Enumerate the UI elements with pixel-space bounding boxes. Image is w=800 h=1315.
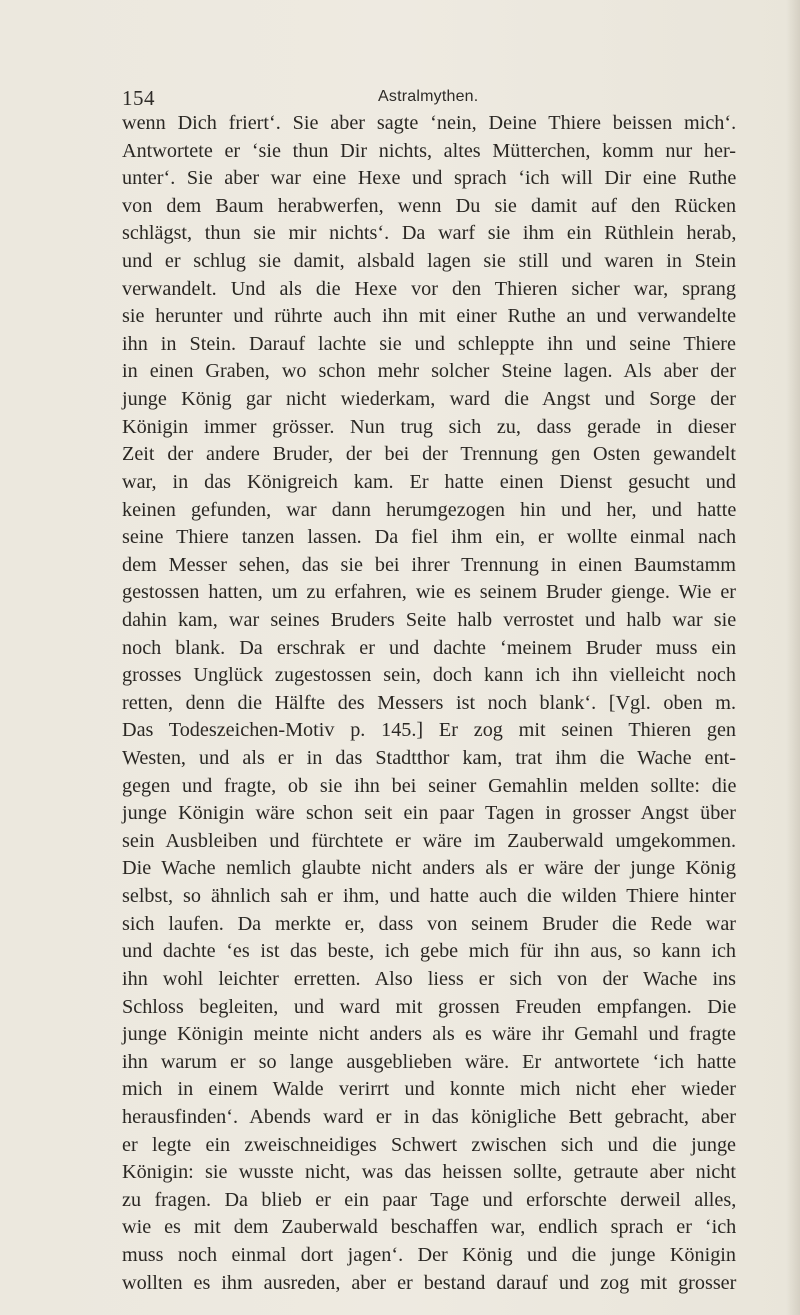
text-line: Antwortete er ‘sie thun Dir nichts, altes Mütterchen, komm nur her-	[122, 139, 736, 162]
text-line: gegen und fragte, ob sie ihn bei seiner Gemahlin melden sollte: die	[122, 774, 737, 797]
text-line: wenn Dich friert‘. Sie aber sagte ‘nein, Deine Thiere beissen mich‘.	[122, 112, 737, 134]
text-line: grosses Unglück zugestossen sein, doch kann ich ihn vielleicht noch	[122, 664, 736, 687]
text-line: sein Ausbleiben und fürchtete er wäre im Zauberwald umgekommen.	[122, 829, 736, 852]
text-line: schlägst, thun sie mir nichts‘. Da warf sie ihm ein Rüthlein herab,	[122, 222, 737, 245]
text-line: verwandelt. Und als die Hexe vor den Thieren sicher war, sprang	[122, 277, 736, 300]
text-line: dahin kam, war seines Bruders Seite halb verrostet und halb war sie	[122, 608, 737, 631]
text-line: ihn in Stein. Darauf lachte sie und schleppte ihn und seine Thiere	[122, 332, 736, 355]
running-head: Astralmythen.	[378, 88, 479, 105]
text-line: Zeit der andere Bruder, der bei der Trennung gen Osten gewandelt	[122, 443, 736, 466]
text-line: junge Königin meinte nicht anders als es wäre ihr Gemahl und fragte	[122, 1023, 736, 1046]
text-line: wollten es ihm ausreden, aber er bestand darauf und zog mit grosser	[122, 1271, 737, 1294]
text-line: sich laufen. Da merkte er, dass von seinem Bruder die Rede war	[122, 912, 736, 935]
text-line: und dachte ‘es ist das beste, ich gebe mich für ihn aus, so kann ich	[122, 940, 736, 963]
text-line: Westen, und als er in das Stadtthor kam, trat ihm die Wache ent-	[122, 747, 736, 770]
text-line: seine Thiere tanzen lassen. Da fiel ihm ein, er wollte einmal nach	[122, 526, 737, 549]
text-line: muss noch einmal dort jagen‘. Der König und die junge Königin	[122, 1243, 736, 1266]
text-line: unter‘. Sie aber war eine Hexe und sprach ‘ich will Dir eine Ruthe	[122, 167, 737, 190]
text-line: dem Messer sehen, das sie bei ihrer Trennung in einen Baumstamm	[122, 553, 736, 576]
text-line: sie herunter und rührte auch ihn mit einer Ruthe an und verwandelte	[122, 305, 737, 328]
text-line: zu fragen. Da blieb er ein paar Tage und erforschte derweil alles,	[122, 1188, 737, 1211]
body-text	[122, 110, 736, 1297]
text-line: gestossen hatten, um zu erfahren, wie es seinem Bruder gienge. Wie er	[122, 581, 736, 604]
text-line: Die Wache nemlich glaubte nicht anders als er wäre der junge König	[122, 857, 736, 880]
text-line: keinen gefunden, war dann herumgezogen hin und her, und hatte	[122, 498, 737, 521]
text-line: Schloss begleiten, und ward mit grossen Freuden empfangen. Die	[122, 995, 737, 1018]
text-line: retten, denn die Hälfte des Messers ist noch blank‘. [Vgl. oben m.	[122, 691, 736, 714]
text-line: junge König gar nicht wiederkam, ward die Angst und Sorge der	[122, 388, 736, 411]
text-line: wie es mit dem Zauberwald beschaffen war, endlich sprach er ‘ich	[122, 1216, 737, 1239]
page-number: 154	[122, 86, 155, 110]
text-line: herausfinden‘. Abends ward er in das königliche Bett gebracht, aber	[122, 1105, 736, 1128]
text-line: von dem Baum herabwerfen, wenn Du sie damit auf den Rücken	[122, 194, 737, 217]
text-line: selbst, so ähnlich sah er ihm, und hatte auch die wilden Thiere hinter	[122, 885, 736, 908]
text-line: ihn warum er so lange ausgeblieben wäre. Er antwortete ‘ich hatte	[122, 1050, 737, 1073]
text-line: er legte ein zweischneidiges Schwert zwischen sich und die junge	[122, 1133, 736, 1156]
text-line: Königin: sie wusste nicht, was das heissen sollte, getraute aber nicht	[122, 1161, 736, 1184]
text-line: noch blank. Da erschrak er und dachte ‘meinem Bruder muss ein	[122, 636, 737, 659]
text-line: Das Todeszeichen-Motiv p. 145.] Er zog mit seinen Thieren gen	[122, 719, 736, 742]
text-line: war, in das Königreich kam. Er hatte einen Dienst gesucht und	[122, 470, 736, 493]
text-line: ihn wohl leichter erretten. Also liess er sich von der Wache ins	[122, 967, 736, 990]
text-line: in einen Graben, wo schon mehr solcher Steine lagen. Als aber der	[122, 360, 736, 383]
text-line: und er schlug sie damit, alsbald lagen sie still und waren in Stein	[122, 250, 737, 273]
text-line: mich in einem Walde verirrt und konnte mich nicht eher wieder	[122, 1078, 736, 1101]
text-line: junge Königin wäre schon seit ein paar Tagen in grosser Angst über	[122, 802, 736, 825]
text-line: Königin immer grösser. Nun trug sich zu, dass gerade in dieser	[122, 415, 736, 438]
page-edge-shadow	[786, 0, 800, 1315]
